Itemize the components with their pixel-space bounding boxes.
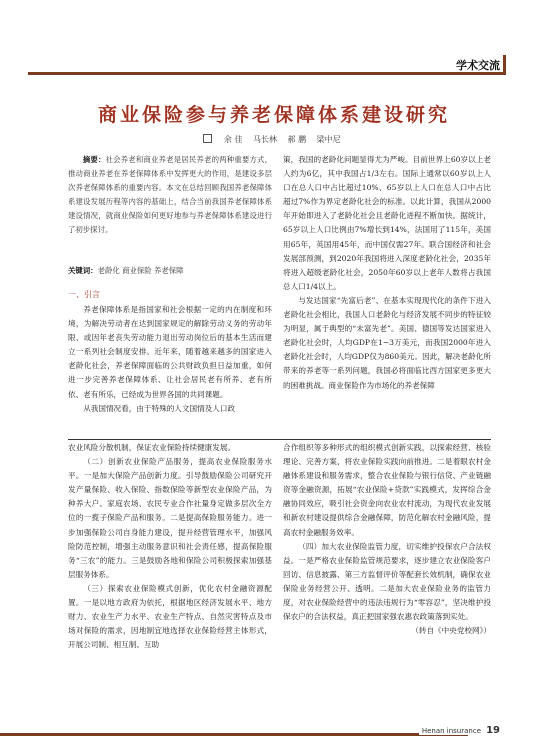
author-line (0, 134, 548, 145)
column-divider (68, 439, 491, 440)
author-name: 马长林 (253, 135, 277, 144)
abstract-label: 摘要： (82, 155, 106, 164)
paragraph: 从我国情况看，由于特殊的人文国情及人口政 (83, 403, 236, 413)
author-box-icon (203, 134, 212, 143)
paragraph: 与发达国家“先富后老”、在基本实现现代化的条件下进入老龄化社会相比，我国人口老龄化与经济发展不同步的特征较为明显，属于典型的“未富先老”。美国、德国等发达国家进入老龄化社会时，人均GDP在1~3万美元，而我国2000年进入老龄化社会时，人均GDP仅为860美元。因此，解决老龄化所带来的养老等一系列问题，我国必将面临比西方国家更多更大的困难挑战。商业保险作为市场化的养老保障 (283, 295, 491, 390)
footer-rule (0, 733, 468, 736)
magazine-name: Henan insurance (419, 727, 484, 735)
paragraph: （三）探索农业保险模式创新，优化农村金融资源配置。一是以地方政府为依托，根据地区经济发展水平、地方财力、农业生产力水平、农业生产特点、自然灾害特点及市场对保险的需求，因地制宜地选择农业保险经营主体形式，开展公司制、相互制、互助 (68, 583, 272, 650)
page-footer (0, 726, 548, 742)
author-name: 余 佳 (223, 135, 243, 144)
right-column (283, 153, 491, 393)
header-tick (503, 55, 506, 75)
abstract (68, 153, 272, 238)
paragraph: 养老保障体系是指国家和社会根据一定的内在制度和环境，为解决劳动者在达到国家规定的解除劳动义务的劳动年限、或因年老丧失劳动能力退出劳动岗位后的基本生活而建立一系列社会制度安排。近年来，随着越来越多的国家进入老龄化社会，养老保障面临的公共财政负担日益加重，如何进一步完善养老保障体系、让社会居民老有所养、老有所依、老有所乐，已经成为世界各国的共同课题。 (68, 305, 272, 399)
page-number: 19 (486, 725, 500, 736)
keywords-text: 老龄化 商业保险 养老保障 (97, 266, 184, 275)
article-title: 商业保险参与养老保障体系建设研究 (97, 104, 450, 126)
section-heading: 一、引言 (68, 290, 100, 299)
left-column (68, 303, 272, 416)
author-name: 郝 鹏 (287, 135, 307, 144)
page-header (0, 55, 548, 77)
paragraph: 策，我国的老龄化问题显得尤为严峻。目前世界上60岁以上老人约为6亿，其中我国占1/3左右。国际上通常以60岁以上人口在总人口中占比超过10%、65岁以上人口在总人口中占比超过7%作为界定老龄化社会的标准。以此计算，我国从2000年开始即进入了老龄化社会且老龄化进程不断加快。据统计，65岁以上人口比例由7%增长到14%，法国用了115年，美国用65年，英国用45年，而中国仅需27年。联合国经济和社会发展部预测，到2020年我国将进入深度老龄化社会，2035年将进入超级老龄化社会，2050年60岁以上老年人数将占我国总人口1/4以上。 (283, 155, 491, 291)
source-note: （转自《中央党校网》） (411, 626, 491, 636)
paragraph: 农业风险分散机制，保证农业保险持续健康发展。 (68, 443, 236, 452)
paragraph: 合作组织等多种形式的组织模式创新实践，以探索经营、核验理论、完善方案，将农业保险实践向前推进。二是着眼农村金融体系建设和服务需求，整合农业保险与银行信贷、产业链融资等金融资源，拓展“农业保险+贷款”实践模式，发挥综合金融协同效应，吸引社会资金向农业农村流动，为现代农业发展和新农村建设提供综合金融保障，防范化解农村金融风险，提高农村金融服务效率。 (283, 443, 491, 537)
paragraph: （四）加大农业保险监管力度，切实维护投保农户合法权益。一是严格农业保险监管规范要求，逐步建立农业保险客户回访、信息披露、第三方监督评价等配套长效机制，确保农业保险业务经营公开、透明。二是加大农业保险业务的监管力度，对农业保险经营中的违法违规行为“零容忍”，坚决维护投保农户的合法权益，真正把国家强农惠农政策落到实处。 (283, 541, 491, 622)
author-name: 梁中尼 (316, 135, 341, 144)
paragraph: （二）创新农业保险产品服务，提高农业保险服务水平。一是加大保险产品创新力度。引导鼓励保险公司研究开发产量保险、收入保险、指数保险等新型农业保险产品，为种养大户、家庭农场、农民专业合作社量身定做多层次全方位的一揽子保险产品和服务。二是提高保险服务能力。进一步加强保险公司自身能力建设，提升经营管理水平，加强风险防范控制，增强主动服务意识和社会责任感，提高保险服务“三农”的能力。三是鼓励各地和保险公司积极探索加强基层服务体系。 (68, 457, 272, 579)
bottom-right-column (283, 441, 491, 638)
keywords-label: 关键词： (68, 266, 98, 275)
bottom-left-column (68, 441, 272, 652)
section-label: 学术交流 (456, 59, 500, 72)
header-rule (28, 72, 506, 75)
abstract-text: 社会养老和商业养老是居民养老的两种重要方式，推动商业养老在养老保障体系中发挥更大的作用，是建设多层次养老保障体系的重要内容。本文在总结回顾我国养老保障体系建设发展历程等内容的基础上，结合当前我国养老保障体系建设情况，就商业保险如何更好地参与养老保障体系建设进行了初步探讨。 (68, 155, 272, 235)
keywords (68, 264, 272, 278)
